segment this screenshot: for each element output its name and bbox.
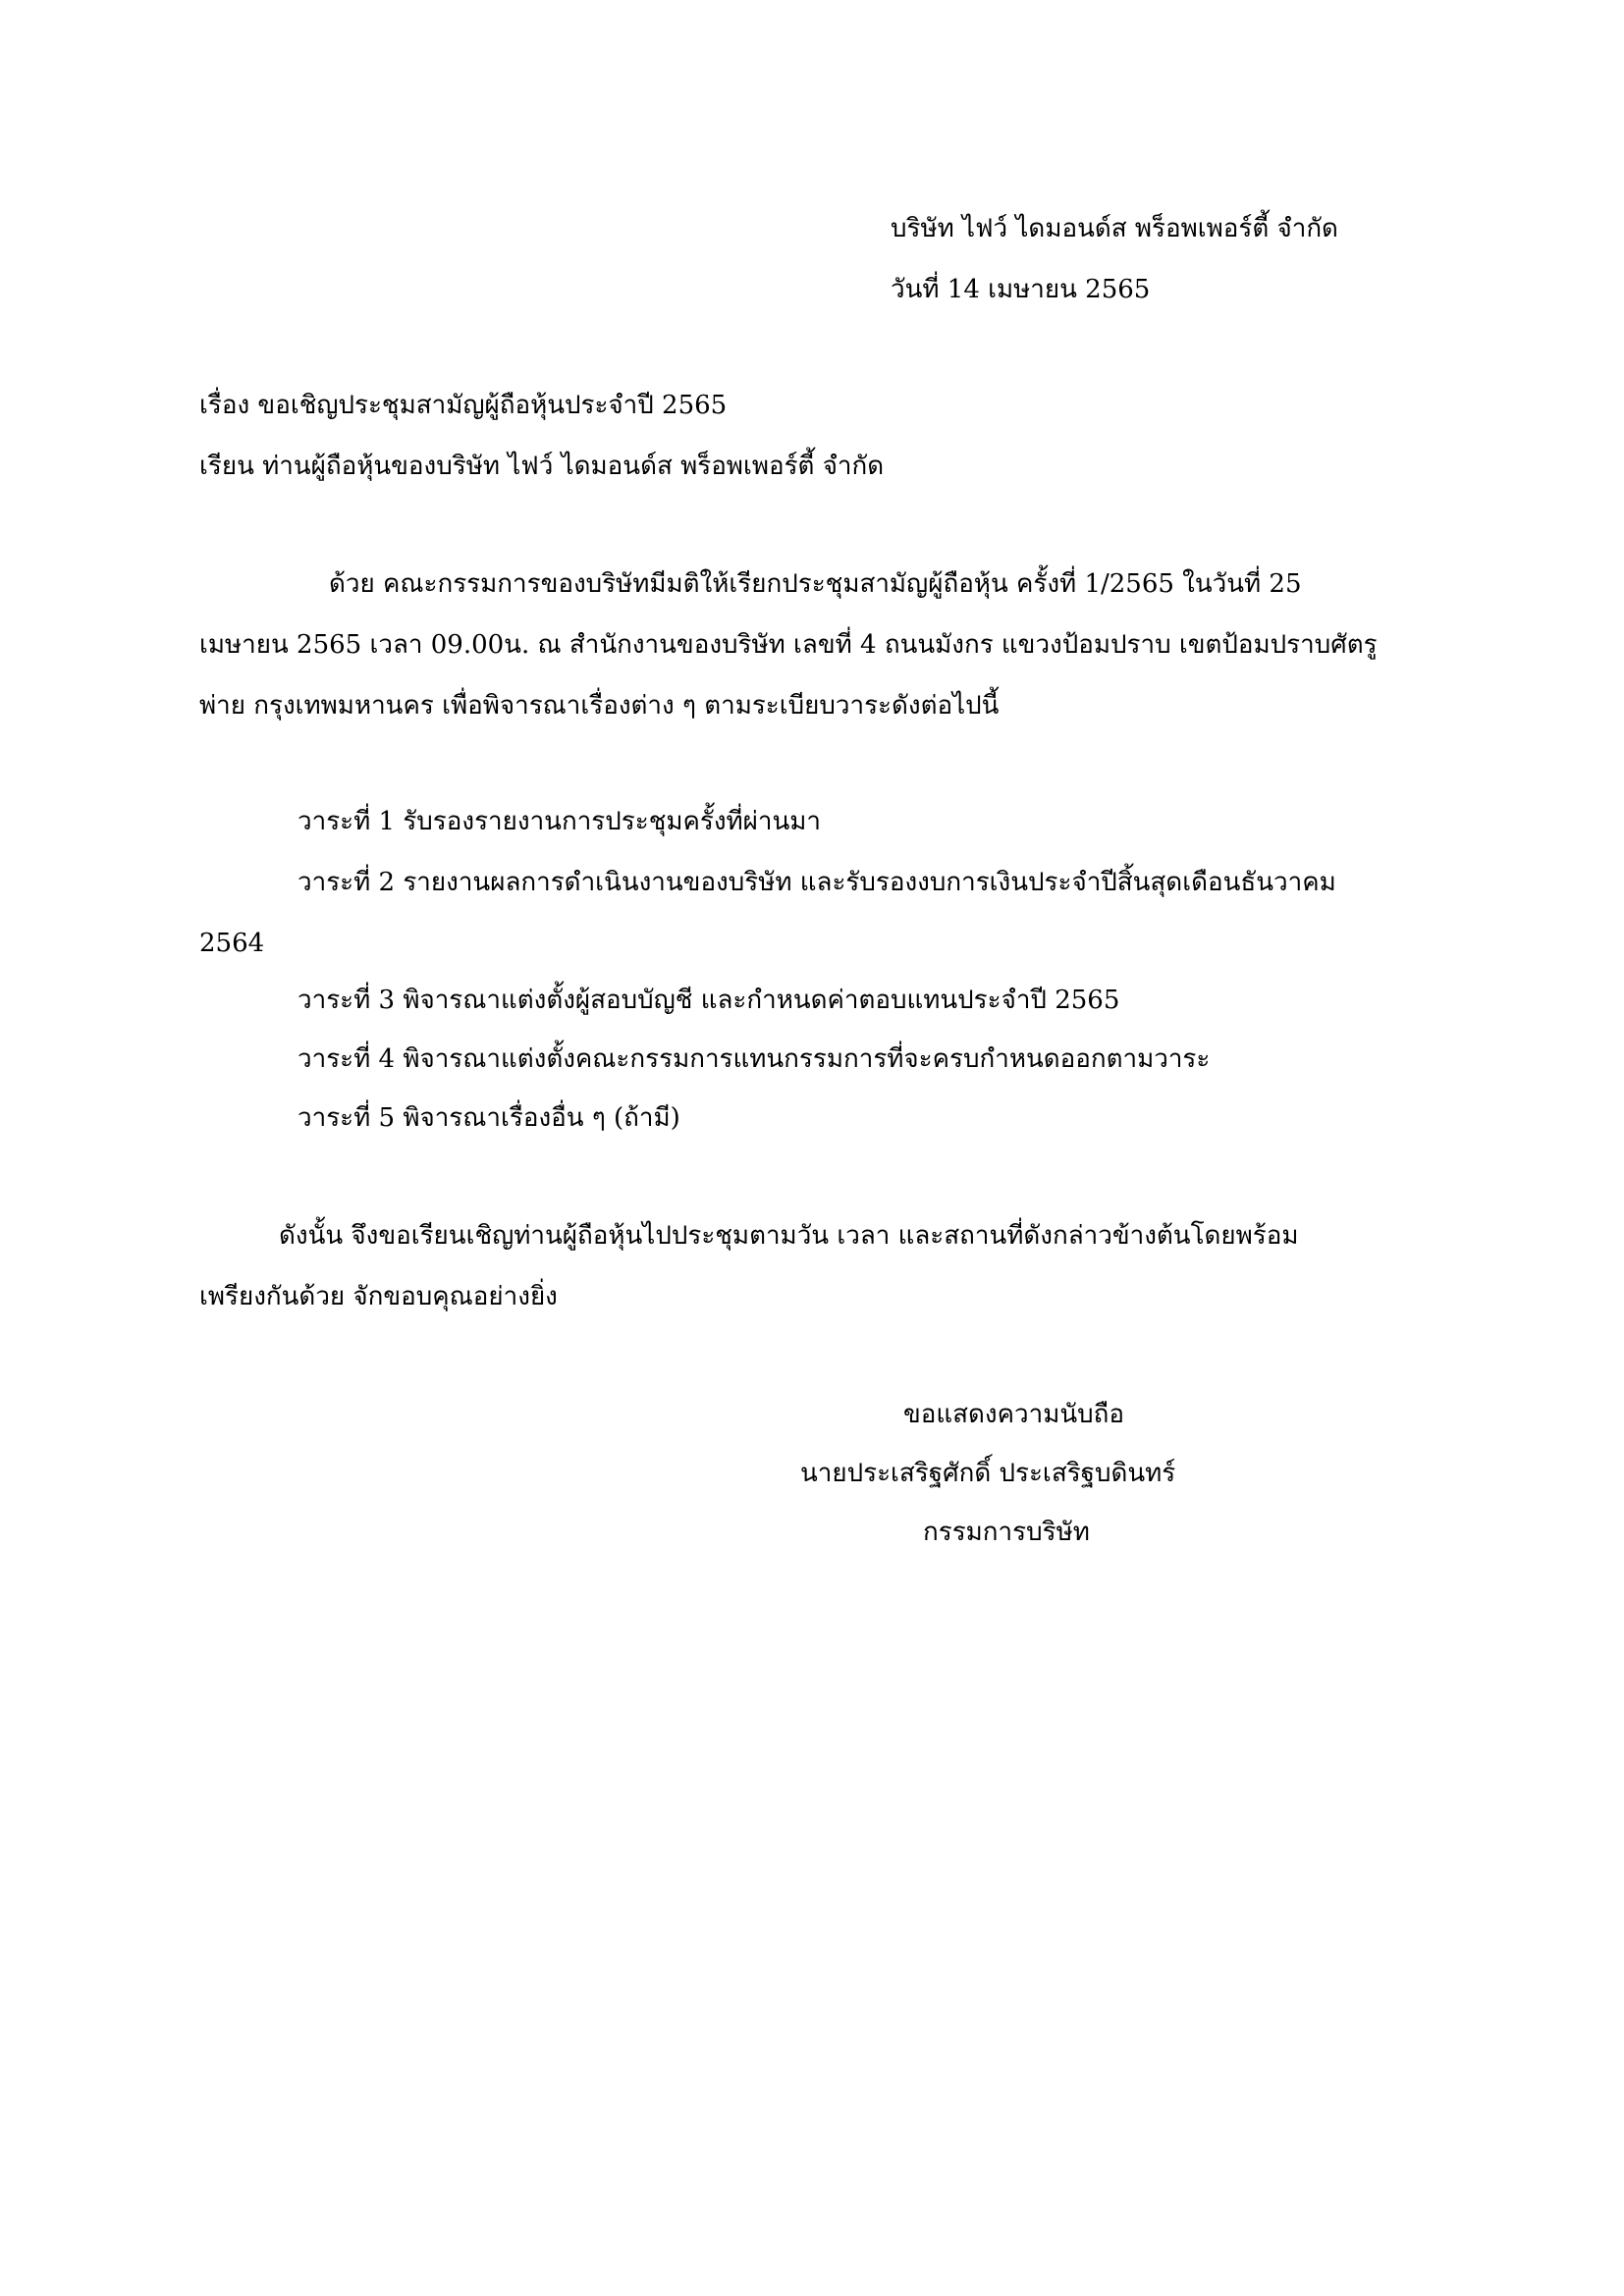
closing-line-1: ดังนั้น จึงขอเรียนเชิญท่านผู้ถือหุ้นไปประชุมตามวัน เวลา และสถานที่ดังกล่าวข้างต้นโดยพร้อม	[279, 1221, 1299, 1251]
closing-line-2: เพรียงกันด้วย จักขอบคุณอย่างยิ่ง	[199, 1282, 558, 1311]
agenda-item-1: วาระที่ 1 รับรองรายงานการประชุมครั้งที่ผ่านมา	[298, 807, 822, 836]
intro-line-1: ด้วย คณะกรรมการของบริษัทมีมติให้เรียกประชุมสามัญผู้ถือหุ้น ครั้งที่ 1/2565 ในวันที่ 25	[329, 569, 1302, 599]
recipient-line: เรียน ท่านผู้ถือหุ้นของบริษัท ไฟว์ ไดมอนด์ส พร็อพเพอร์ตี้ จำกัด	[199, 452, 885, 481]
agenda-item-5: วาระที่ 5 พิจารณาเรื่องอื่น ๆ (ถ้ามี)	[298, 1103, 680, 1133]
signature-regards: ขอแสดงความนับถือ	[903, 1400, 1124, 1429]
letter-date: วันที่ 14 เมษายน 2565	[891, 275, 1151, 304]
agenda-item-4: วาระที่ 4 พิจารณาแต่งตั้งคณะกรรมการแทนกรรมการที่จะครบกำหนดออกตามวาระ	[298, 1044, 1211, 1074]
intro-line-2: เมษายน 2565 เวลา 09.00น. ณ สำนักงานของบริษัท เลขที่ 4 ถนนมังกร แขวงป้อมปราบ เขตป้อมปราบศัตรู	[199, 630, 1378, 660]
intro-line-3: พ่าย กรุงเทพมหานคร เพื่อพิจารณาเรื่องต่าง ๆ ตามระเบียบวาระดังต่อไปนี้	[199, 691, 1000, 721]
agenda-item-3: วาระที่ 3 พิจารณาแต่งตั้งผู้สอบบัญชี และกำหนดค่าตอบแทนประจำปี 2565	[298, 986, 1120, 1015]
subject-line: เรื่อง ขอเชิญประชุมสามัญผู้ถือหุ้นประจำปี 2565	[199, 391, 728, 420]
signatory-name: นายประเสริฐศักดิ์ ประเสริฐบดินทร์	[800, 1459, 1176, 1488]
agenda-item-2: วาระที่ 2 รายงานผลการดำเนินงานของบริษัท และรับรองงบการเงินประจำปีสิ้นสุดเดือนธันวาคม	[298, 868, 1336, 897]
agenda-item-2-continuation: 2564	[199, 929, 265, 958]
company-name: บริษัท ไฟว์ ไดมอนด์ส พร็อพเพอร์ตี้ จำกัด	[891, 214, 1338, 243]
signatory-title: กรรมการบริษัท	[923, 1518, 1090, 1547]
